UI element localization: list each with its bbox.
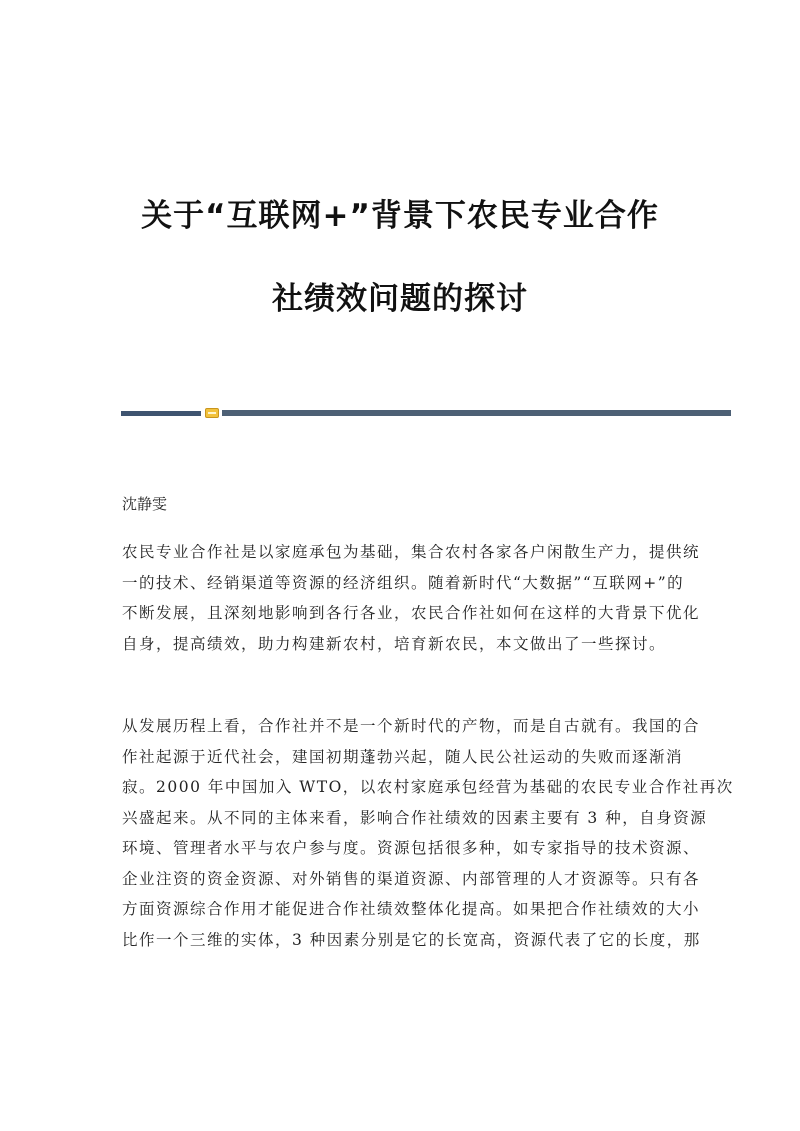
divider-bar-left <box>121 411 201 416</box>
document-title-line-1: 关于“互联网+”背景下农民专业合作 <box>141 198 659 234</box>
paragraph-line: 一的技术、经销渠道等资源的经济组织。随着新时代“大数据”“互联网+”的 <box>122 573 685 592</box>
paragraph-line: 作社起源于近代社会，建国初期蓬勃兴起，随人民公社运动的失败而逐渐消 <box>122 747 684 766</box>
paragraph-line: 寂。2000 年中国加入 WTO，以农村家庭承包经营为基础的农民专业合作社再次 <box>122 778 734 796</box>
paragraph-line: 不断发展，且深刻地影响到各行各业，农民合作社如何在这样的大背景下优化 <box>122 604 701 622</box>
title-divider <box>121 409 731 417</box>
document-title-line-2: 社绩效问题的探讨 <box>272 281 528 317</box>
paragraph-line: 农民专业合作社是以家庭承包为基础，集合农村各家各户闲散生产力，提供统 <box>122 543 701 561</box>
paragraph-line: 企业注资的资金资源、对外销售的渠道资源、内部管理的人才资源等。只有各 <box>122 869 701 888</box>
paragraph-line: 从发展历程上看，合作社并不是一个新时代的产物，而是自古就有。我国的合 <box>122 717 701 735</box>
abstract-paragraph <box>122 537 701 659</box>
divider-bar-right <box>222 410 731 416</box>
paragraph-line: 方面资源综合作用才能促进合作社绩效整体化提高。如果把合作社绩效的大小 <box>122 900 701 918</box>
divider-badge-icon <box>205 408 219 418</box>
body-paragraph <box>122 711 734 955</box>
paragraph-line: 比作一个三维的实体，3 种因素分别是它的长宽高，资源代表了它的长度，那 <box>122 930 701 949</box>
paragraph-line: 自身，提高绩效，助力构建新农村，培育新农民，本文做出了一些探讨。 <box>122 634 667 653</box>
paragraph-line: 兴盛起来。从不同的主体来看，影响合作社绩效的因素主要有 3 种，自身资源 <box>122 808 708 827</box>
author-name: 沈静雯 <box>122 495 168 513</box>
paragraph-line: 环境、管理者水平与农户参与度。资源包括很多种，如专家指导的技术资源、 <box>122 839 701 857</box>
